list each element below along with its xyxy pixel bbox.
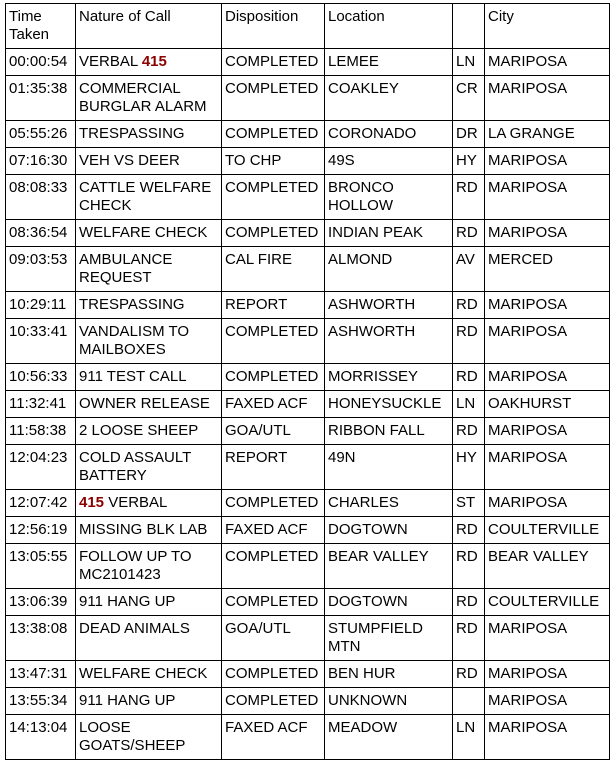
cell-nature: AMBULANCE REQUEST [76, 247, 222, 292]
cell-location: LEMEE [325, 49, 453, 76]
cell-nature: OWNER RELEASE [76, 391, 222, 418]
cell-disposition: COMPLETED [222, 319, 325, 364]
cell-street-suffix: RD [453, 661, 485, 688]
header-time-taken: Time Taken [6, 4, 76, 49]
cell-disposition: COMPLETED [222, 688, 325, 715]
table-row [6, 391, 610, 418]
cell-city: MARIPOSA [485, 76, 610, 121]
cell-location: BRONCO HOLLOW [325, 175, 453, 220]
cell-city: MARIPOSA [485, 49, 610, 76]
table-row [6, 688, 610, 715]
cell-time: 14:13:04 [6, 715, 76, 760]
cell-nature: COMMERCIAL BURGLAR ALARM [76, 76, 222, 121]
cell-street-suffix: LN [453, 715, 485, 760]
cell-street-suffix: LN [453, 391, 485, 418]
cell-street-suffix: RD [453, 517, 485, 544]
cell-disposition: COMPLETED [222, 49, 325, 76]
cell-disposition: COMPLETED [222, 175, 325, 220]
cell-disposition: COMPLETED [222, 121, 325, 148]
cell-street-suffix: RD [453, 589, 485, 616]
table-row [6, 76, 610, 121]
cell-location: MEADOW [325, 715, 453, 760]
cell-time: 08:36:54 [6, 220, 76, 247]
cell-street-suffix: RD [453, 616, 485, 661]
cell-city: MARIPOSA [485, 319, 610, 364]
cell-location: COAKLEY [325, 76, 453, 121]
cell-location: CORONADO [325, 121, 453, 148]
cell-disposition: FAXED ACF [222, 391, 325, 418]
cell-nature: WELFARE CHECK [76, 661, 222, 688]
table-row [6, 247, 610, 292]
nature-text: VERBAL [104, 494, 168, 511]
cell-disposition: COMPLETED [222, 490, 325, 517]
cell-disposition: GOA/UTL [222, 418, 325, 445]
cell-city: OAKHURST [485, 391, 610, 418]
cell-time: 12:07:42 [6, 490, 76, 517]
cell-city: MARIPOSA [485, 616, 610, 661]
cell-nature: DEAD ANIMALS [76, 616, 222, 661]
table-row [6, 49, 610, 76]
table-row [6, 148, 610, 175]
cell-disposition: COMPLETED [222, 364, 325, 391]
cell-time: 13:06:39 [6, 589, 76, 616]
cell-location: ALMOND [325, 247, 453, 292]
cell-location: BEN HUR [325, 661, 453, 688]
cell-time: 13:05:55 [6, 544, 76, 589]
cell-city: BEAR VALLEY [485, 544, 610, 589]
cell-time: 07:16:30 [6, 148, 76, 175]
cell-nature: VEH VS DEER [76, 148, 222, 175]
cell-time: 13:55:34 [6, 688, 76, 715]
penal-code-highlight: 415 [79, 494, 105, 511]
cell-city: LA GRANGE [485, 121, 610, 148]
cell-time: 13:47:31 [6, 661, 76, 688]
table-row [6, 418, 610, 445]
cell-nature: 911 HANG UP [76, 688, 222, 715]
cell-disposition: COMPLETED [222, 76, 325, 121]
cell-time: 10:29:11 [6, 292, 76, 319]
header-disposition: Disposition [222, 4, 325, 49]
cell-location: MORRISSEY [325, 364, 453, 391]
cell-street-suffix: CR [453, 76, 485, 121]
table-row [6, 292, 610, 319]
cell-time: 12:56:19 [6, 517, 76, 544]
cell-street-suffix: AV [453, 247, 485, 292]
cell-nature: VANDALISM TO MAILBOXES [76, 319, 222, 364]
cell-city: MARIPOSA [485, 364, 610, 391]
cell-nature: MISSING BLK LAB [76, 517, 222, 544]
cell-location: 49S [325, 148, 453, 175]
cell-location: ASHWORTH [325, 319, 453, 364]
cell-nature: LOOSE GOATS/SHEEP [76, 715, 222, 760]
cell-nature [76, 49, 222, 76]
nature-text: VERBAL [79, 53, 142, 70]
cell-street-suffix: RD [453, 292, 485, 319]
cell-city: MARIPOSA [485, 418, 610, 445]
cell-nature [76, 490, 222, 517]
cell-location: RIBBON FALL [325, 418, 453, 445]
cell-city: MARIPOSA [485, 445, 610, 490]
table-row [6, 589, 610, 616]
cell-disposition: COMPLETED [222, 544, 325, 589]
table-row [6, 319, 610, 364]
table-row [6, 616, 610, 661]
table-row [6, 121, 610, 148]
header-row [6, 4, 610, 49]
cell-disposition: TO CHP [222, 148, 325, 175]
cell-city: MARIPOSA [485, 220, 610, 247]
cell-city: MARIPOSA [485, 688, 610, 715]
cell-disposition: GOA/UTL [222, 616, 325, 661]
table-row [6, 661, 610, 688]
cell-time: 10:56:33 [6, 364, 76, 391]
cell-nature: COLD ASSAULT BATTERY [76, 445, 222, 490]
cell-city: MARIPOSA [485, 292, 610, 319]
cell-location: 49N [325, 445, 453, 490]
table-row [6, 175, 610, 220]
cell-time: 10:33:41 [6, 319, 76, 364]
cell-city: MARIPOSA [485, 661, 610, 688]
cell-street-suffix: HY [453, 445, 485, 490]
cell-street-suffix: DR [453, 121, 485, 148]
table-row [6, 364, 610, 391]
cell-city: MERCED [485, 247, 610, 292]
cell-location: INDIAN PEAK [325, 220, 453, 247]
penal-code-highlight: 415 [141, 53, 167, 70]
cell-time: 12:04:23 [6, 445, 76, 490]
cell-time: 01:35:38 [6, 76, 76, 121]
call-log-table [5, 3, 610, 760]
cell-disposition: COMPLETED [222, 589, 325, 616]
cell-street-suffix: RD [453, 220, 485, 247]
cell-disposition: FAXED ACF [222, 715, 325, 760]
table-row [6, 544, 610, 589]
table-row [6, 445, 610, 490]
cell-city: COULTERVILLE [485, 517, 610, 544]
cell-time: 13:38:08 [6, 616, 76, 661]
cell-disposition: CAL FIRE [222, 247, 325, 292]
cell-street-suffix: RD [453, 364, 485, 391]
cell-disposition: REPORT [222, 445, 325, 490]
cell-time: 05:55:26 [6, 121, 76, 148]
cell-nature: 2 LOOSE SHEEP [76, 418, 222, 445]
cell-city: MARIPOSA [485, 175, 610, 220]
cell-location: UNKNOWN [325, 688, 453, 715]
header-street-suffix [453, 4, 485, 49]
cell-nature: FOLLOW UP TO MC2101423 [76, 544, 222, 589]
table-row [6, 490, 610, 517]
cell-nature: WELFARE CHECK [76, 220, 222, 247]
cell-time: 08:08:33 [6, 175, 76, 220]
table-row [6, 220, 610, 247]
cell-disposition: REPORT [222, 292, 325, 319]
cell-city: COULTERVILLE [485, 589, 610, 616]
cell-disposition: COMPLETED [222, 220, 325, 247]
cell-nature: 911 HANG UP [76, 589, 222, 616]
cell-city: MARIPOSA [485, 715, 610, 760]
cell-city: MARIPOSA [485, 490, 610, 517]
cell-street-suffix: HY [453, 148, 485, 175]
table-row [6, 517, 610, 544]
cell-location: BEAR VALLEY [325, 544, 453, 589]
cell-location: CHARLES [325, 490, 453, 517]
cell-street-suffix: RD [453, 319, 485, 364]
cell-city: MARIPOSA [485, 148, 610, 175]
cell-location: DOGTOWN [325, 517, 453, 544]
header-city: City [485, 4, 610, 49]
cell-street-suffix: RD [453, 544, 485, 589]
cell-time: 11:32:41 [6, 391, 76, 418]
cell-nature: CATTLE WELFARE CHECK [76, 175, 222, 220]
cell-location: ASHWORTH [325, 292, 453, 319]
cell-nature: TRESPASSING [76, 292, 222, 319]
cell-nature: TRESPASSING [76, 121, 222, 148]
cell-nature: 911 TEST CALL [76, 364, 222, 391]
header-location: Location [325, 4, 453, 49]
cell-street-suffix: LN [453, 49, 485, 76]
cell-time: 00:00:54 [6, 49, 76, 76]
cell-street-suffix [453, 688, 485, 715]
cell-time: 11:58:38 [6, 418, 76, 445]
cell-street-suffix: ST [453, 490, 485, 517]
cell-disposition: FAXED ACF [222, 517, 325, 544]
cell-street-suffix: RD [453, 175, 485, 220]
cell-disposition: COMPLETED [222, 661, 325, 688]
cell-location: HONEYSUCKLE [325, 391, 453, 418]
cell-time: 09:03:53 [6, 247, 76, 292]
header-nature-of-call: Nature of Call [76, 4, 222, 49]
cell-street-suffix: RD [453, 418, 485, 445]
table-row [6, 715, 610, 760]
cell-location: DOGTOWN [325, 589, 453, 616]
cell-location: STUMPFIELD MTN [325, 616, 453, 661]
